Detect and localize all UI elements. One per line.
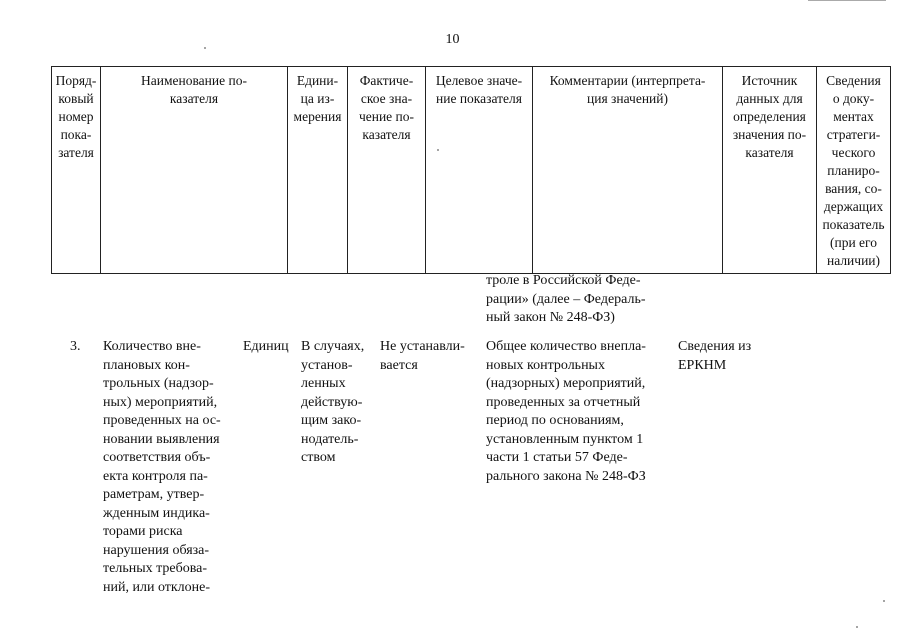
- header-col-source-text: Источник данных для определения значения по- казателя: [732, 73, 807, 160]
- scan-speck: [883, 600, 885, 602]
- header-col-unit: [288, 67, 348, 274]
- row3-comment: Общее количество внепла- новых контрольных (надзорных) мероприятий, проведенных за отчетный период по основаниям, установленным пунктом 1 части 1 статьи 57 Феде- рального закона № 248-ФЗ: [486, 339, 646, 484]
- scan-speck: [856, 626, 858, 628]
- indicator-table-header: [51, 66, 891, 274]
- header-col-documents: [817, 67, 891, 274]
- header-col-actual-text: Фактиче- ское зна- чение по- казателя: [358, 73, 415, 142]
- header-col-source: [723, 67, 817, 274]
- row3-unit: Единиц: [243, 339, 289, 354]
- header-col-target-text: Целевое значе- ние показателя: [435, 73, 523, 106]
- header-col-number: [52, 67, 101, 274]
- header-col-name-text: Наименование по- казателя: [141, 73, 247, 106]
- row3-name: Количество вне- плановых кон- трольных (надзор- ных) мероприятий, проведенных на ос- новании выявления соответствия объ- екта контроля па- раметрам, утвер- жденным индика- торами риска нарушения обяза- тельных требова- ний, или отклоне-: [103, 339, 221, 595]
- row3-actual-value: В случаях, установ- ленных действую- щим зако- нодатель- ством: [301, 339, 365, 465]
- header-col-documents-text: Сведения о доку- ментах стратеги- ческого планиро- вания, со- держащих показатель (при его наличии): [822, 73, 885, 268]
- header-col-target: [426, 67, 533, 274]
- scan-speck: [437, 149, 439, 151]
- header-col-number-text: Поряд- ковый номер пока- зателя: [55, 73, 97, 160]
- page-number: 10: [445, 32, 460, 47]
- header-col-comment: [533, 67, 723, 274]
- header-col-unit-text: Едини- ца из- мерения: [293, 73, 342, 124]
- continuation-comment: троле в Российской Феде- рации» (далее – Федераль- ный закон № 248-ФЗ): [486, 273, 646, 325]
- header-row: [52, 67, 891, 274]
- scan-edge-line: [808, 0, 886, 1]
- header-col-name: [101, 67, 288, 274]
- row3-target-value: Не устанавли- вается: [380, 339, 465, 373]
- header-col-actual: [348, 67, 426, 274]
- row3-number: 3.: [70, 339, 81, 354]
- scan-speck: [204, 47, 206, 49]
- row3-source: Сведения из ЕРКНМ: [678, 339, 752, 373]
- header-col-comment-text: Комментарии (интерпрета- ция значений): [549, 73, 706, 106]
